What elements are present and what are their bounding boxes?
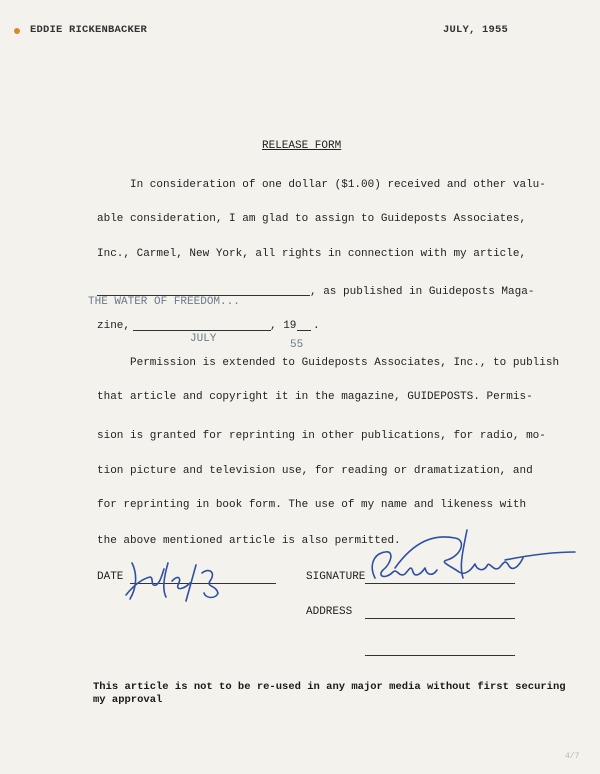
header-date: JULY, 1955 (443, 24, 509, 36)
body-line-2: able consideration, I am glad to assign to Guideposts Associates, (97, 213, 527, 225)
body-line-3: Inc., Carmel, New York, all rights in connection with my article, (97, 248, 527, 260)
body-line-1: In consideration of one dollar ($1.00) received and other valu- (130, 179, 546, 191)
signature-label: SIGNATURE (306, 571, 366, 583)
corner-mark (14, 28, 20, 34)
year-stamp: 55 (290, 339, 304, 351)
footer-line-2: my approval (93, 694, 163, 706)
body-line-5-mid: , 19 (270, 320, 297, 332)
body-line-5-end: . (313, 320, 320, 332)
header-author: EDDIE RICKENBACKER (30, 24, 148, 36)
month-blank (133, 330, 271, 331)
p2-line-5: for reprinting in book form. The use of my name and likeness with (97, 499, 527, 511)
p2-line-3: sion is granted for reprinting in other publications, for radio, mo- (97, 430, 546, 442)
p2-line-4: tion picture and television use, for reading or dramatization, and (97, 465, 533, 477)
p2-line-1: Permission is extended to Guideposts Associates, Inc., to publish (130, 357, 560, 369)
footer-line-1: This article is not to be re-used in any major media without first securing (93, 681, 566, 693)
body-line-5-start: zine, (97, 320, 131, 332)
year-blank (297, 330, 311, 331)
margin-note: 4/7 (565, 752, 580, 761)
body-line-4: , as published in Guideposts Maga- (310, 286, 535, 298)
page-title: RELEASE FORM (262, 140, 342, 152)
address-blank-1 (365, 618, 515, 619)
address-blank-2 (365, 655, 515, 656)
article-title-stamp: THE WATER OF FREEDOM... (88, 296, 240, 308)
p2-line-2: that article and copyright it in the magazine, GUIDEPOSTS. Permis- (97, 391, 533, 403)
p2-line-6: the above mentioned article is also permitted. (97, 535, 401, 547)
article-title-blank (97, 295, 310, 296)
date-label: DATE (97, 571, 124, 583)
month-stamp: JULY (190, 333, 217, 345)
date-handwriting-graphic (120, 555, 270, 605)
address-label: ADDRESS (306, 606, 353, 618)
signature-text: Eddie Rickenbacker (355, 507, 528, 525)
signature-graphic (355, 507, 585, 595)
